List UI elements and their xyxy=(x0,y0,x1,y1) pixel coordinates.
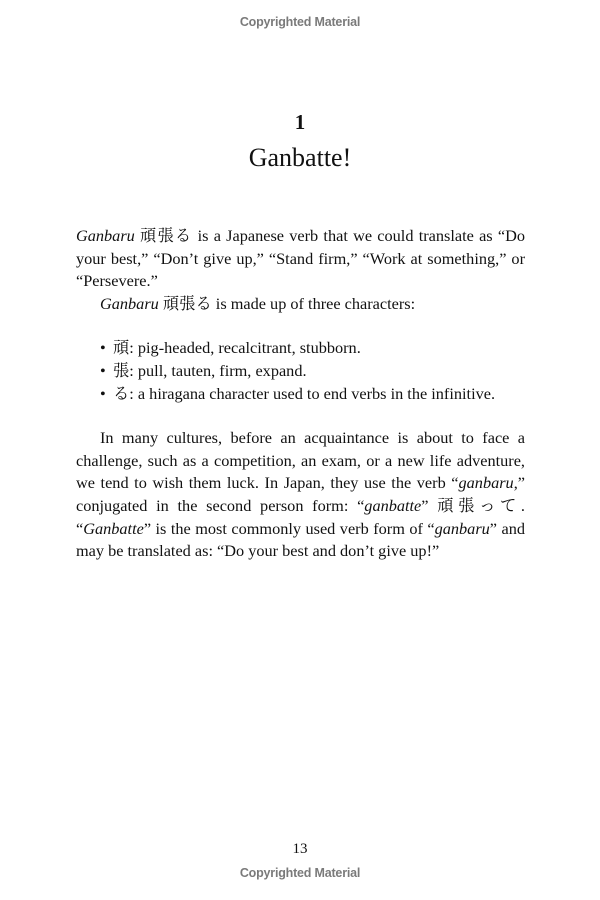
term-ganbaru: ganbaru xyxy=(434,518,490,538)
characters-text: is made up of three characters: xyxy=(211,293,416,313)
intro-text: is a Japanese verb that we could translate as “Do your best,” “Don’t give up,” “Stand firm,” “Work at something,” or “Persevere.” xyxy=(76,226,526,291)
text-run: ” 頑張って. “ xyxy=(76,495,525,538)
term-ganbaru: Ganbaru xyxy=(100,293,159,313)
char-meaning: : pig-headed, recalcitrant, stubborn. xyxy=(129,338,361,358)
term-ganbaru: ganbaru xyxy=(458,473,514,493)
term-ganbatte: Ganbatte xyxy=(83,518,144,538)
term-ganbatte: ganbatte xyxy=(364,495,422,515)
kanji-char: る xyxy=(113,383,130,403)
kanji-ganbaru: 頑張る xyxy=(134,226,193,245)
chapter-number: 1 xyxy=(294,110,306,134)
culture-paragraph xyxy=(76,427,525,563)
char-meaning: : pull, tauten, firm, expand. xyxy=(129,360,307,380)
text-run: ” is the most commonly used verb form of “ xyxy=(143,518,435,538)
chapter-body xyxy=(76,225,525,563)
list-item xyxy=(100,337,525,360)
kanji-char: 張 xyxy=(113,360,130,380)
text-run: ,” conjugated in the second person form: “ xyxy=(76,473,525,515)
list-item xyxy=(100,360,525,383)
copyright-watermark-top: Copyrighted Material xyxy=(239,15,361,29)
chapter-title: Ganbatte! xyxy=(248,143,352,172)
character-list xyxy=(76,337,525,405)
characters-paragraph xyxy=(76,293,525,316)
term-ganbaru: Ganbaru xyxy=(76,226,135,245)
list-item xyxy=(100,383,525,406)
kanji-char: 頑 xyxy=(113,338,130,358)
char-meaning: : a hiragana character used to end verbs in the infinitive. xyxy=(129,383,496,403)
page-number: 13 xyxy=(292,841,308,857)
intro-paragraph xyxy=(76,225,525,293)
kanji-ganbaru: 頑張る xyxy=(158,293,212,313)
copyright-watermark-bottom: Copyrighted Material xyxy=(239,866,361,880)
text-run: In many cultures, before an acquaintance is about to face a challenge, such as a competition, an exam, or a new life adventure, we tend to wish them luck. In Japan, they use the verb “ xyxy=(76,428,525,493)
text-run: ” and may be translated as: “Do your best and don’t give up!” xyxy=(76,518,526,561)
